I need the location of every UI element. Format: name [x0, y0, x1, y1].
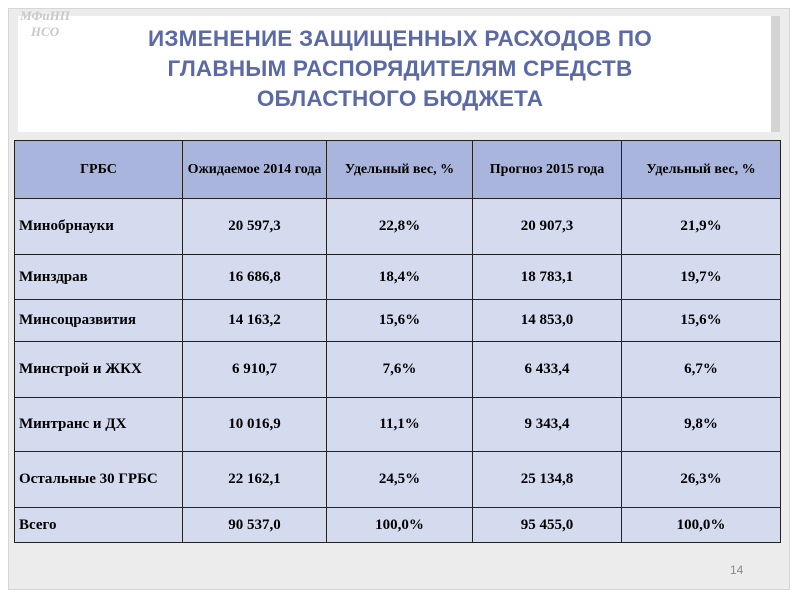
header-share-2015: Удельный вес, %: [622, 141, 781, 199]
logo-line-2: НСО: [30, 24, 60, 39]
title-accent-bar: [771, 16, 780, 132]
header-forecast-2015: Прогноз 2015 года: [473, 141, 622, 199]
page-title: [85, 24, 715, 114]
logo: [10, 8, 80, 40]
cell-expected-2014: 22 162,1: [183, 452, 327, 508]
cell-grbs: Минобрнауки: [15, 199, 183, 255]
page-number: 14: [730, 563, 744, 577]
cell-share-2014: 18,4%: [327, 255, 473, 300]
cell-expected-2014: 90 537,0: [183, 508, 327, 543]
cell-expected-2014: 10 016,9: [183, 398, 327, 452]
table-header-row: [15, 141, 781, 199]
cell-expected-2014: 20 597,3: [183, 199, 327, 255]
cell-share-2015: 6,7%: [622, 342, 781, 398]
cell-grbs: Минздрав: [15, 255, 183, 300]
table-row: [15, 255, 781, 300]
cell-share-2015: 15,6%: [622, 300, 781, 342]
cell-grbs: Остальные 30 ГРБС: [15, 452, 183, 508]
title-line-1: ИЗМЕНЕНИЕ ЗАЩИЩЕННЫХ РАСХОДОВ ПО: [148, 26, 652, 51]
cell-expected-2014: 16 686,8: [183, 255, 327, 300]
cell-share-2015: 100,0%: [622, 508, 781, 543]
cell-forecast-2015: 6 433,4: [473, 342, 622, 398]
table-row: [15, 398, 781, 452]
expenses-table: [14, 140, 781, 543]
cell-forecast-2015: 25 134,8: [473, 452, 622, 508]
title-line-3: ОБЛАСТНОГО БЮДЖЕТА: [256, 86, 544, 111]
cell-share-2015: 9,8%: [622, 398, 781, 452]
cell-forecast-2015: 14 853,0: [473, 300, 622, 342]
title-line-2: ГЛАВНЫМ РАСПОРЯДИТЕЛЯМ СРЕДСТВ: [167, 56, 633, 81]
cell-forecast-2015: 95 455,0: [473, 508, 622, 543]
cell-forecast-2015: 18 783,1: [473, 255, 622, 300]
table-row-total: [15, 508, 781, 543]
cell-grbs: Минтранс и ДХ: [15, 398, 183, 452]
cell-share-2014: 11,1%: [327, 398, 473, 452]
cell-grbs: Минстрой и ЖКХ: [15, 342, 183, 398]
cell-share-2014: 7,6%: [327, 342, 473, 398]
cell-share-2015: 19,7%: [622, 255, 781, 300]
table-row: [15, 452, 781, 508]
table-row: [15, 300, 781, 342]
cell-forecast-2015: 9 343,4: [473, 398, 622, 452]
table-row: [15, 342, 781, 398]
cell-expected-2014: 14 163,2: [183, 300, 327, 342]
cell-share-2015: 26,3%: [622, 452, 781, 508]
cell-grbs: Всего: [15, 508, 183, 543]
header-expected-2014: Ожидаемое 2014 года: [183, 141, 327, 199]
cell-share-2014: 24,5%: [327, 452, 473, 508]
cell-expected-2014: 6 910,7: [183, 342, 327, 398]
cell-forecast-2015: 20 907,3: [473, 199, 622, 255]
cell-share-2015: 21,9%: [622, 199, 781, 255]
cell-grbs: Минсоцразвития: [15, 300, 183, 342]
cell-share-2014: 15,6%: [327, 300, 473, 342]
cell-share-2014: 100,0%: [327, 508, 473, 543]
header-grbs: ГРБС: [15, 141, 183, 199]
header-share-2014: Удельный вес, %: [327, 141, 473, 199]
table-row: [15, 199, 781, 255]
logo-line-1: МФиНП: [20, 8, 70, 23]
cell-share-2014: 22,8%: [327, 199, 473, 255]
